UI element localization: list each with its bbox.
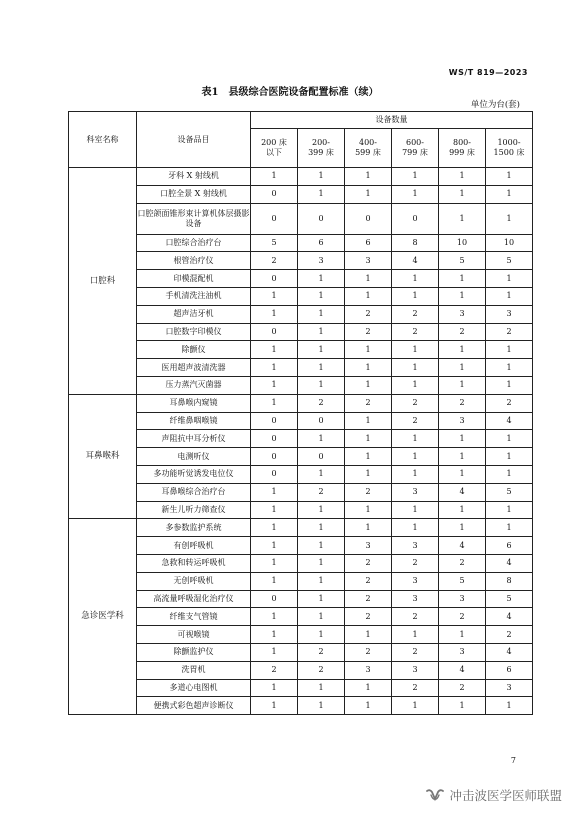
qty-cell: 8	[392, 234, 439, 252]
qty-cell: 1	[486, 168, 533, 186]
qty-cell: 2	[298, 483, 345, 501]
qty-cell: 2	[251, 661, 298, 679]
qty-cell: 2	[486, 323, 533, 341]
item-cell: 口腔数字印模仪	[137, 323, 251, 341]
qty-cell: 2	[439, 554, 486, 572]
item-cell: 便携式彩色超声诊断仪	[137, 697, 251, 715]
bed-column-header: 1000- 1500 床	[486, 129, 533, 168]
table-row	[69, 305, 533, 323]
qty-cell: 2	[345, 305, 392, 323]
qty-cell: 1	[345, 359, 392, 377]
item-cell: 洗胃机	[137, 661, 251, 679]
qty-cell: 1	[345, 448, 392, 466]
bed-column-header: 200 床 以下	[251, 129, 298, 168]
qty-cell: 1	[486, 359, 533, 377]
qty-cell: 1	[486, 287, 533, 305]
qty-cell: 2	[345, 323, 392, 341]
qty-cell: 3	[439, 305, 486, 323]
qty-cell: 1	[345, 519, 392, 537]
qty-cell: 0	[251, 465, 298, 483]
qty-cell: 2	[486, 626, 533, 644]
qty-cell: 1	[439, 448, 486, 466]
qty-cell: 2	[439, 394, 486, 412]
item-cell: 多功能听觉诱发电位仪	[137, 465, 251, 483]
standard-code: WS/T 819—2023	[448, 68, 528, 77]
qty-cell: 4	[439, 661, 486, 679]
item-cell: 急救和转运呼吸机	[137, 554, 251, 572]
item-cell: 新生儿听力筛查仪	[137, 501, 251, 519]
table-row	[69, 203, 533, 234]
qty-cell: 1	[439, 430, 486, 448]
qty-cell: 1	[298, 168, 345, 186]
item-cell: 印模混配机	[137, 270, 251, 288]
dept-header: 科室名称	[69, 112, 137, 168]
table-row	[69, 465, 533, 483]
qty-cell: 0	[392, 203, 439, 234]
qty-cell: 2	[345, 554, 392, 572]
qty-cell: 1	[298, 537, 345, 555]
qty-cell: 1	[298, 679, 345, 697]
bed-column-header: 400- 599 床	[345, 129, 392, 168]
item-cell: 口腔颌面锥形束计算机体层摄影设备	[137, 203, 251, 234]
qty-cell: 1	[439, 376, 486, 394]
item-cell: 有创呼吸机	[137, 537, 251, 555]
item-cell: 口腔全景 X 射线机	[137, 185, 251, 203]
qty-cell: 1	[345, 697, 392, 715]
item-cell: 除颤仪	[137, 341, 251, 359]
qty-cell: 3	[439, 412, 486, 430]
item-cell: 可视喉镜	[137, 626, 251, 644]
qty-cell: 3	[486, 679, 533, 697]
table-row	[69, 697, 533, 715]
qty-cell: 1	[251, 572, 298, 590]
qty-cell: 1	[392, 270, 439, 288]
table-row	[69, 376, 533, 394]
qty-cell: 6	[345, 234, 392, 252]
qty-cell: 1	[392, 697, 439, 715]
qty-cell: 2	[298, 643, 345, 661]
qty-cell: 4	[486, 412, 533, 430]
qty-cell: 1	[439, 203, 486, 234]
qty-cell: 1	[439, 168, 486, 186]
qty-cell: 4	[486, 554, 533, 572]
qty-cell: 5	[486, 252, 533, 270]
qty-cell: 2	[298, 661, 345, 679]
qty-cell: 1	[392, 376, 439, 394]
qty-cell: 1	[439, 626, 486, 644]
table-row	[69, 412, 533, 430]
qty-cell: 0	[298, 203, 345, 234]
table-row	[69, 554, 533, 572]
qty-cell: 1	[486, 697, 533, 715]
qty-cell: 5	[251, 234, 298, 252]
unit-note: 单位为台(套)	[470, 100, 520, 110]
table-title: 表1 县级综合医院设备配置标准（续）	[201, 87, 379, 98]
qty-cell: 1	[392, 359, 439, 377]
qty-cell: 1	[439, 270, 486, 288]
qty-cell: 1	[298, 341, 345, 359]
qty-cell: 0	[298, 448, 345, 466]
item-cell: 压力蒸汽灭菌器	[137, 376, 251, 394]
qty-cell: 5	[439, 572, 486, 590]
qty-cell: 0	[251, 203, 298, 234]
qty-cell: 1	[298, 501, 345, 519]
table-row	[69, 394, 533, 412]
table-row	[69, 185, 533, 203]
bed-column-header: 800- 999 床	[439, 129, 486, 168]
qty-cell: 1	[298, 519, 345, 537]
qty-cell: 1	[251, 643, 298, 661]
qty-cell: 1	[392, 287, 439, 305]
qty-cell: 1	[392, 168, 439, 186]
page-number: 7	[510, 756, 516, 765]
table-row	[69, 590, 533, 608]
qty-cell: 1	[345, 287, 392, 305]
qty-cell: 2	[392, 679, 439, 697]
qty-cell: 3	[345, 661, 392, 679]
qty-cell: 1	[486, 270, 533, 288]
qty-cell: 2	[392, 554, 439, 572]
item-cell: 手机清洗注油机	[137, 287, 251, 305]
table-row	[69, 252, 533, 270]
qty-cell: 1	[251, 341, 298, 359]
qty-cell: 4	[486, 643, 533, 661]
item-cell: 耳鼻喉内窥镜	[137, 394, 251, 412]
item-header: 设备品目	[137, 112, 251, 168]
qty-cell: 3	[298, 252, 345, 270]
qty-cell: 1	[298, 465, 345, 483]
bed-column-header: 200- 399 床	[298, 129, 345, 168]
qty-cell: 1	[251, 608, 298, 626]
table-row	[69, 537, 533, 555]
table-row	[69, 661, 533, 679]
qty-cell: 1	[251, 679, 298, 697]
qty-cell: 1	[345, 626, 392, 644]
qty-cell: 8	[486, 572, 533, 590]
qty-cell: 4	[392, 252, 439, 270]
item-cell: 超声洁牙机	[137, 305, 251, 323]
qty-cell: 1	[251, 537, 298, 555]
qty-cell: 1	[486, 519, 533, 537]
table-row	[69, 323, 533, 341]
qty-cell: 0	[345, 203, 392, 234]
watermark-text: 冲击波医学医师联盟	[449, 788, 562, 803]
qty-cell: 1	[486, 376, 533, 394]
qty-cell: 2	[345, 483, 392, 501]
qty-cell: 1	[486, 341, 533, 359]
qty-cell: 2	[251, 252, 298, 270]
qty-cell: 3	[392, 572, 439, 590]
qty-cell: 2	[439, 608, 486, 626]
qty-cell: 1	[345, 430, 392, 448]
qty-cell: 2	[345, 643, 392, 661]
table-row	[69, 287, 533, 305]
item-cell: 耳鼻喉综合治疗台	[137, 483, 251, 501]
qty-cell: 2	[392, 412, 439, 430]
qty-cell: 1	[392, 341, 439, 359]
qty-cell: 5	[486, 590, 533, 608]
qty-cell: 2	[345, 572, 392, 590]
qty-cell: 1	[439, 185, 486, 203]
item-cell: 声阻抗中耳分析仪	[137, 430, 251, 448]
qty-cell: 1	[392, 185, 439, 203]
qty-cell: 1	[251, 287, 298, 305]
qty-cell: 1	[345, 185, 392, 203]
qty-cell: 2	[392, 305, 439, 323]
qty-cell: 1	[345, 376, 392, 394]
qty-cell: 2	[486, 394, 533, 412]
qty-cell: 2	[392, 323, 439, 341]
qty-cell: 6	[298, 234, 345, 252]
qty-cell: 1	[298, 626, 345, 644]
table-row	[69, 679, 533, 697]
qty-cell: 3	[345, 252, 392, 270]
item-cell: 医用超声波清洗器	[137, 359, 251, 377]
equipment-table	[68, 111, 533, 715]
qty-cell: 1	[251, 626, 298, 644]
dept-cell: 耳鼻喉科	[69, 394, 137, 519]
qty-cell: 1	[392, 501, 439, 519]
qty-cell: 1	[486, 203, 533, 234]
qty-cell: 1	[298, 376, 345, 394]
qty-cell: 3	[392, 590, 439, 608]
qty-cell: 4	[439, 537, 486, 555]
qty-cell: 1	[392, 519, 439, 537]
qty-cell: 2	[345, 608, 392, 626]
qty-cell: 1	[298, 270, 345, 288]
qty-cell: 1	[298, 697, 345, 715]
wechat-channel-icon	[425, 787, 445, 803]
table-row	[69, 359, 533, 377]
qty-header: 设备数量	[251, 112, 533, 129]
qty-cell: 1	[298, 572, 345, 590]
dept-cell: 口腔科	[69, 168, 137, 395]
qty-cell: 4	[486, 608, 533, 626]
qty-cell: 1	[298, 323, 345, 341]
table-row	[69, 608, 533, 626]
qty-cell: 3	[486, 305, 533, 323]
watermark	[425, 786, 562, 804]
qty-cell: 1	[345, 412, 392, 430]
qty-cell: 1	[251, 394, 298, 412]
item-cell: 纤维支气管镜	[137, 608, 251, 626]
qty-cell: 1	[345, 270, 392, 288]
qty-cell: 1	[439, 501, 486, 519]
qty-cell: 1	[298, 359, 345, 377]
qty-cell: 1	[251, 519, 298, 537]
qty-cell: 0	[251, 185, 298, 203]
qty-cell: 1	[298, 590, 345, 608]
qty-cell: 0	[251, 448, 298, 466]
qty-cell: 1	[298, 608, 345, 626]
qty-cell: 1	[439, 341, 486, 359]
qty-cell: 1	[298, 185, 345, 203]
table-row	[69, 234, 533, 252]
qty-cell: 0	[251, 430, 298, 448]
qty-cell: 1	[486, 430, 533, 448]
qty-cell: 3	[392, 661, 439, 679]
qty-cell: 1	[251, 697, 298, 715]
qty-cell: 2	[392, 643, 439, 661]
table-row	[69, 168, 533, 186]
qty-cell: 1	[439, 465, 486, 483]
qty-cell: 1	[392, 448, 439, 466]
qty-cell: 1	[345, 501, 392, 519]
qty-cell: 1	[251, 359, 298, 377]
table-row	[69, 643, 533, 661]
table-row	[69, 483, 533, 501]
table-row	[69, 572, 533, 590]
item-cell: 除颤监护仪	[137, 643, 251, 661]
qty-cell: 0	[251, 270, 298, 288]
qty-cell: 2	[392, 608, 439, 626]
qty-cell: 1	[439, 519, 486, 537]
table-row	[69, 270, 533, 288]
qty-cell: 10	[486, 234, 533, 252]
qty-cell: 1	[486, 185, 533, 203]
qty-cell: 3	[392, 483, 439, 501]
qty-cell: 2	[298, 394, 345, 412]
qty-cell: 0	[251, 323, 298, 341]
qty-cell: 1	[392, 465, 439, 483]
table-row	[69, 448, 533, 466]
qty-cell: 1	[439, 359, 486, 377]
item-cell: 多道心电图机	[137, 679, 251, 697]
item-cell: 多参数监护系统	[137, 519, 251, 537]
table-row	[69, 501, 533, 519]
qty-cell: 0	[298, 412, 345, 430]
item-cell: 纤维鼻咽喉镜	[137, 412, 251, 430]
qty-cell: 1	[439, 287, 486, 305]
qty-cell: 3	[392, 537, 439, 555]
qty-cell: 1	[251, 501, 298, 519]
qty-cell: 5	[439, 252, 486, 270]
qty-cell: 1	[486, 501, 533, 519]
qty-cell: 1	[392, 430, 439, 448]
bed-column-header: 600- 799 床	[392, 129, 439, 168]
qty-cell: 1	[345, 168, 392, 186]
item-cell: 高流量呼吸湿化治疗仪	[137, 590, 251, 608]
qty-cell: 1	[345, 341, 392, 359]
table-row	[69, 519, 533, 537]
qty-cell: 1	[392, 626, 439, 644]
qty-cell: 6	[486, 537, 533, 555]
item-cell: 无创呼吸机	[137, 572, 251, 590]
qty-cell: 1	[251, 305, 298, 323]
qty-cell: 1	[298, 430, 345, 448]
qty-cell: 1	[251, 168, 298, 186]
qty-cell: 1	[486, 448, 533, 466]
qty-cell: 1	[298, 305, 345, 323]
table-row	[69, 430, 533, 448]
item-cell: 口腔综合治疗台	[137, 234, 251, 252]
qty-cell: 1	[345, 679, 392, 697]
item-cell: 电测听仪	[137, 448, 251, 466]
qty-cell: 2	[439, 323, 486, 341]
qty-cell: 1	[298, 287, 345, 305]
qty-cell: 1	[251, 483, 298, 501]
qty-cell: 1	[298, 554, 345, 572]
qty-cell: 2	[345, 590, 392, 608]
qty-cell: 3	[439, 643, 486, 661]
qty-cell: 1	[345, 465, 392, 483]
qty-cell: 4	[439, 483, 486, 501]
qty-cell: 1	[251, 554, 298, 572]
qty-cell: 0	[251, 412, 298, 430]
qty-cell: 6	[486, 661, 533, 679]
qty-cell: 1	[486, 465, 533, 483]
qty-cell: 2	[392, 394, 439, 412]
item-cell: 根管治疗仪	[137, 252, 251, 270]
qty-cell: 3	[345, 537, 392, 555]
qty-cell: 1	[251, 376, 298, 394]
qty-cell: 10	[439, 234, 486, 252]
table-row	[69, 341, 533, 359]
qty-cell: 5	[486, 483, 533, 501]
dept-cell: 急诊医学科	[69, 519, 137, 715]
table-row	[69, 626, 533, 644]
qty-cell: 2	[345, 394, 392, 412]
qty-cell: 2	[439, 679, 486, 697]
qty-cell: 3	[439, 590, 486, 608]
qty-cell: 0	[251, 590, 298, 608]
item-cell: 牙科 X 射线机	[137, 168, 251, 186]
qty-cell: 1	[439, 697, 486, 715]
